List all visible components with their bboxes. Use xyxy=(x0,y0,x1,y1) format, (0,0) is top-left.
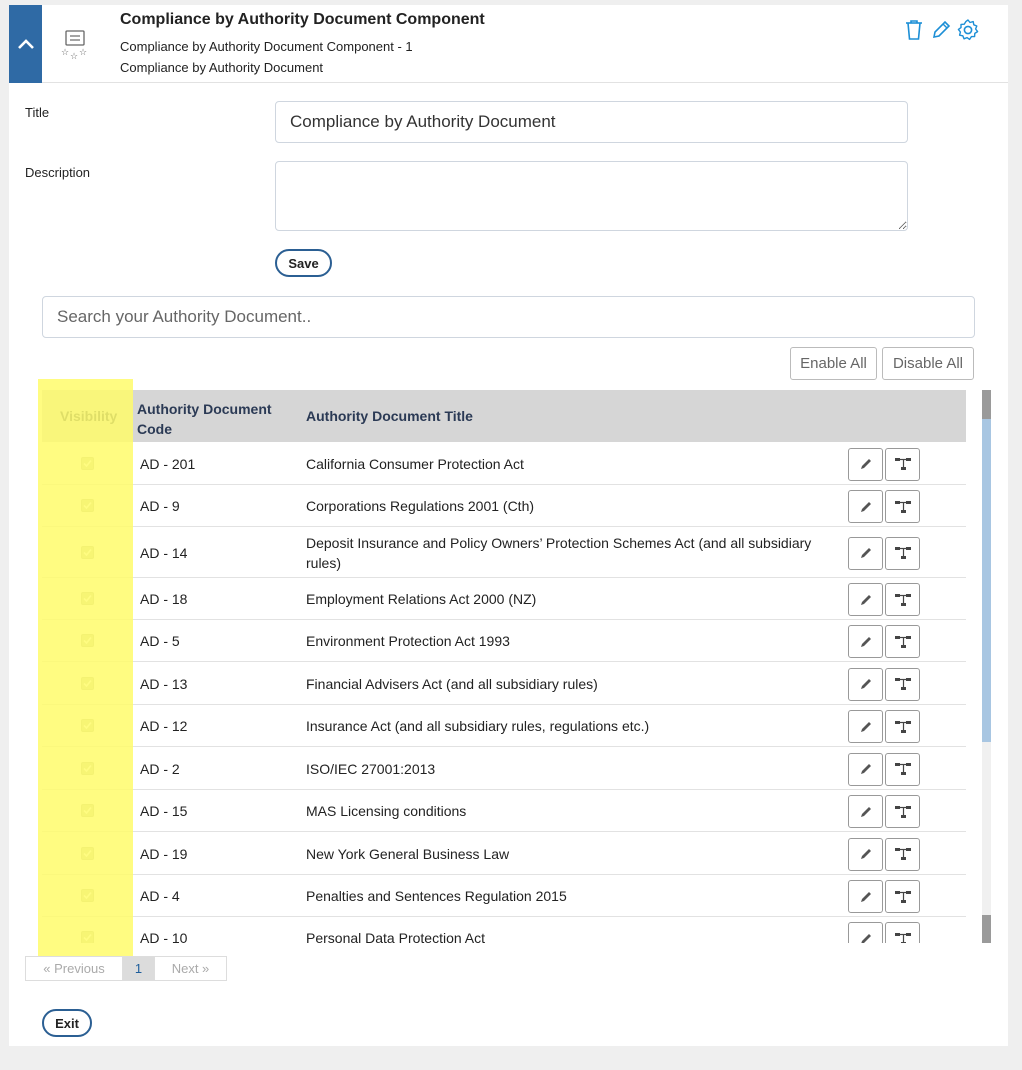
row-edit-button[interactable] xyxy=(848,490,883,523)
row-edit-button[interactable] xyxy=(848,668,883,701)
hierarchy-icon xyxy=(894,546,912,560)
delete-button[interactable] xyxy=(902,18,926,42)
pencil-icon xyxy=(859,593,873,607)
certificate-icon xyxy=(53,23,97,65)
table-header xyxy=(42,390,966,442)
cell-document-title: Financial Advisers Act (and all subsidiary rules) xyxy=(306,675,598,692)
scrollbar-down-arrow[interactable] xyxy=(982,915,991,943)
table-row xyxy=(42,442,966,485)
gear-icon xyxy=(956,18,980,42)
hierarchy-icon xyxy=(894,847,912,861)
row-hierarchy-button[interactable] xyxy=(885,710,920,743)
component-title: Compliance by Authority Document Component xyxy=(120,11,485,28)
settings-button[interactable] xyxy=(956,18,980,42)
cell-document-code: AD - 19 xyxy=(140,845,188,862)
enable-all-button[interactable]: Enable All xyxy=(790,347,877,380)
row-hierarchy-button[interactable] xyxy=(885,583,920,616)
chevron-up-icon xyxy=(17,38,35,50)
hierarchy-icon xyxy=(894,805,912,819)
pencil-icon xyxy=(859,677,873,691)
row-hierarchy-button[interactable] xyxy=(885,753,920,786)
cell-document-title: Insurance Act (and all subsidiary rules, regulations etc.) xyxy=(306,718,650,734)
svg-text:☆: ☆ xyxy=(79,48,88,58)
table-row xyxy=(42,578,966,620)
table-row xyxy=(42,705,966,747)
table-row xyxy=(42,917,966,943)
svg-text:☆: ☆ xyxy=(70,52,79,62)
cell-document-code: AD - 5 xyxy=(140,633,180,649)
edit-button[interactable] xyxy=(929,18,953,42)
pencil-icon xyxy=(859,546,873,560)
cell-document-title: Environment Protection Act 1993 xyxy=(306,633,510,649)
disable-all-button[interactable]: Disable All xyxy=(882,347,974,380)
table-row xyxy=(42,747,966,790)
row-edit-button[interactable] xyxy=(848,583,883,616)
row-hierarchy-button[interactable] xyxy=(885,880,920,913)
table-row xyxy=(42,875,966,917)
pencil-icon xyxy=(859,457,873,471)
visibility-highlight xyxy=(38,379,133,960)
collapse-button[interactable] xyxy=(9,5,42,83)
svg-text:☆: ☆ xyxy=(61,48,70,58)
cell-document-code: AD - 15 xyxy=(140,803,188,819)
previous-page-button[interactable]: « Previous xyxy=(25,956,123,981)
cell-document-code: AD - 13 xyxy=(140,675,188,692)
component-card xyxy=(9,5,1008,1046)
component-header xyxy=(9,5,1008,83)
pencil-icon xyxy=(859,500,873,514)
table-row xyxy=(42,620,966,662)
hierarchy-icon xyxy=(894,932,912,944)
row-hierarchy-button[interactable] xyxy=(885,625,920,658)
component-subtitle: Compliance by Authority Document Component - 1 xyxy=(120,39,413,54)
cell-document-code: AD - 12 xyxy=(140,718,188,734)
row-edit-button[interactable] xyxy=(848,537,883,570)
hierarchy-icon xyxy=(894,635,912,649)
table-row xyxy=(42,832,966,875)
pencil-icon xyxy=(931,20,951,40)
table-row xyxy=(42,662,966,705)
pagination xyxy=(25,956,227,981)
row-edit-button[interactable] xyxy=(848,880,883,913)
row-edit-button[interactable] xyxy=(848,838,883,871)
trash-icon xyxy=(905,19,923,41)
row-edit-button[interactable] xyxy=(848,448,883,481)
cell-document-title: Employment Relations Act 2000 (NZ) xyxy=(306,591,537,607)
column-code: Authority Document Code xyxy=(137,401,272,437)
row-hierarchy-button[interactable] xyxy=(885,838,920,871)
hierarchy-icon xyxy=(894,500,912,514)
row-edit-button[interactable] xyxy=(848,625,883,658)
cell-document-title: Corporations Regulations 2001 (Cth) xyxy=(306,498,535,514)
row-edit-button[interactable] xyxy=(848,922,883,943)
scrollbar-up-arrow[interactable] xyxy=(982,390,991,419)
row-edit-button[interactable] xyxy=(848,795,883,828)
cell-document-title: New York General Business Law xyxy=(306,845,510,862)
component-type: Compliance by Authority Document xyxy=(120,60,324,75)
cell-document-code: AD - 2 xyxy=(140,760,180,777)
pencil-icon xyxy=(859,720,873,734)
row-hierarchy-button[interactable] xyxy=(885,922,920,943)
table-row xyxy=(42,790,966,832)
cell-document-title: MAS Licensing conditions xyxy=(306,803,467,819)
cell-document-code: AD - 4 xyxy=(140,888,180,904)
cell-document-title: California Consumer Protection Act xyxy=(306,455,524,472)
header-actions xyxy=(902,17,980,43)
title-input[interactable] xyxy=(275,101,908,143)
column-title: Authority Document Title xyxy=(306,408,473,424)
title-label: Title xyxy=(25,105,50,120)
row-hierarchy-button[interactable] xyxy=(885,490,920,523)
cell-document-code: AD - 201 xyxy=(140,455,196,472)
cell-document-title: ISO/IEC 27001:2013 xyxy=(306,760,436,777)
cell-document-code: AD - 14 xyxy=(140,544,188,561)
description-label: Description xyxy=(25,165,91,180)
hierarchy-icon xyxy=(894,457,912,471)
hierarchy-icon xyxy=(894,593,912,607)
hierarchy-icon xyxy=(894,762,912,776)
pencil-icon xyxy=(859,805,873,819)
exit-button[interactable]: Exit xyxy=(42,1009,92,1037)
cell-document-title: Penalties and Sentences Regulation 2015 xyxy=(306,888,567,904)
row-edit-button[interactable] xyxy=(848,753,883,786)
pencil-icon xyxy=(859,635,873,649)
next-page-button[interactable]: Next » xyxy=(155,956,227,981)
search-input[interactable] xyxy=(42,296,975,338)
row-edit-button[interactable] xyxy=(848,710,883,743)
cell-document-code: AD - 10 xyxy=(140,930,188,943)
scrollbar-thumb[interactable] xyxy=(982,419,991,742)
cell-document-code: AD - 9 xyxy=(140,498,180,514)
cell-document-code: AD - 18 xyxy=(140,591,188,607)
row-hierarchy-button[interactable] xyxy=(885,668,920,701)
pencil-icon xyxy=(859,932,873,944)
row-hierarchy-button[interactable] xyxy=(885,537,920,570)
row-hierarchy-button[interactable] xyxy=(885,448,920,481)
save-button[interactable]: Save xyxy=(275,249,332,277)
authority-document-table xyxy=(42,390,966,943)
row-hierarchy-button[interactable] xyxy=(885,795,920,828)
pencil-icon xyxy=(859,890,873,904)
pencil-icon xyxy=(859,762,873,776)
hierarchy-icon xyxy=(894,677,912,691)
hierarchy-icon xyxy=(894,720,912,734)
pencil-icon xyxy=(859,847,873,861)
hierarchy-icon xyxy=(894,890,912,904)
table-row xyxy=(42,527,966,578)
cell-document-title: Deposit Insurance and Policy Owners’ Protection Schemes Act (and all subsidiary rules) xyxy=(306,534,812,571)
description-input[interactable] xyxy=(275,161,908,231)
cell-document-title: Personal Data Protection Act xyxy=(306,930,485,943)
page-1-button[interactable]: 1 xyxy=(123,956,155,981)
table-row xyxy=(42,485,966,527)
